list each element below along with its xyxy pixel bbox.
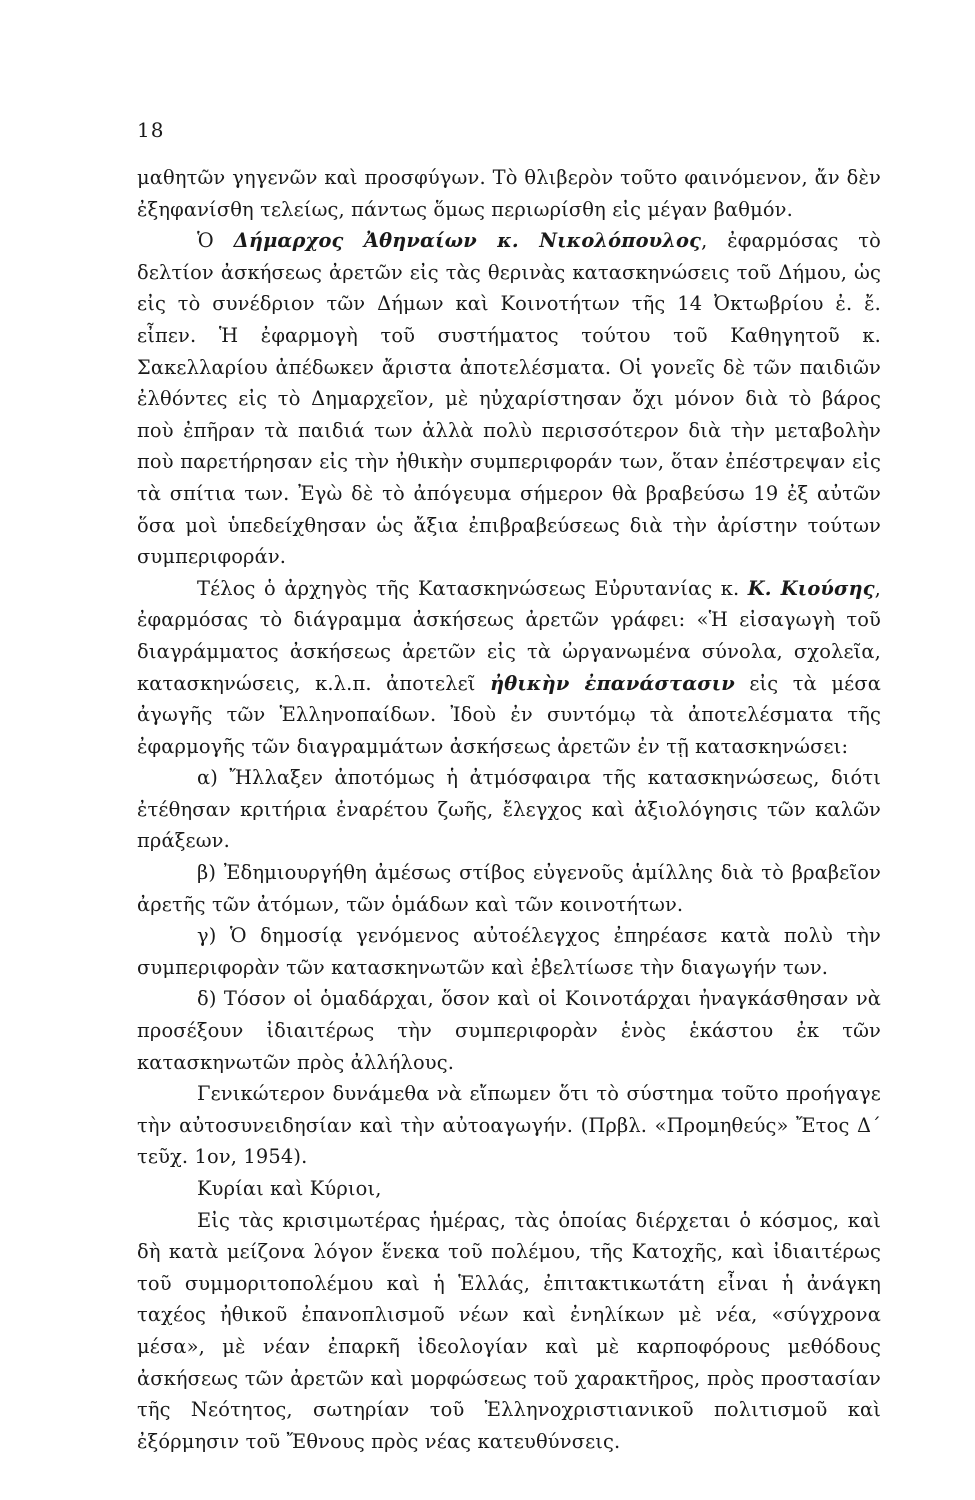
kiousis-name: Κ. Κιούσης	[747, 576, 875, 600]
paragraph-conclusion: Εἰς τὰς κρισιμωτέρας ἡμέρας, τὰς ὁποίας διέρχεται ὁ κόσμος, καὶ δὴ κατὰ μείζονα λόγον ἕνεκα τοῦ πολέμου, τῆς Κατοχῆς, καὶ ἰδιαιτέρως τοῦ συμμοριτοπολέμου καὶ ἡ Ἑλλάς, ἐπιτακτικωτάτη εἶναι ἡ ἀνάγκη ταχέος ἠθικοῦ ἐπανοπλισμοῦ νέων καὶ ἐνηλίκων μὲ νέα, «σύγχρονα μέσα», μὲ νέαν ἐπαρκῆ ἰδεολογίαν καὶ μὲ καρποφόρους μεθόδους ἀσκήσεως τῶν ἀρετῶν καὶ μορφώσεως τοῦ χαρακτῆρος, πρὸς προστασίαν τῆς Νεότητος, σωτηρίαν τοῦ Ἑλληνοχριστιανικοῦ πολιτισμοῦ καὶ ἐξόρμησιν τοῦ Ἔθνους πρὸς νέας κατευθύνσεις.	[137, 1208, 881, 1453]
paragraph-general: Γενικώτερον δυνάμεθα νὰ εἴπωμεν ὅτι τὸ σύστημα τοῦτο προήγαγε τὴν αὐτοσυνειδησίαν καὶ τὴν αὐτοαγωγήν. (Πρβλ. «Προμηθεύς» Ἔτος Δ΄ τεῦχ. 1ον, 1954).	[137, 1082, 881, 1169]
paragraph-mayor-text: , ἐφαρμόσας τὸ δελτίον ἀσκήσεως ἀρετῶν εἰς τὰς θερινὰς κατασκηνώσεις τοῦ Δήμου, ὡς εἰς τὸ συνέδριον τῶν Δήμων καὶ Κοινοτήτων τῆς 14 Ὀκτωβρίου ἐ. ἔ. εἶπεν. Ἡ ἐφαρμογὴ τοῦ συστήματος τούτου τοῦ Καθηγητοῦ κ. Σακελλαρίου ἀπέδωκεν ἄριστα ἀποτελέσματα. Οἱ γονεῖς δὲ τῶν παιδιῶν ἐλθόντες εἰς τὸ Δημαρχεῖον, μὲ ηὐχαρίστησαν ὄχι μόνον διὰ τὸ βάρος ποὺ ἐπῆραν τὰ παιδιά των ἀλλὰ πολὺ περισσότερον διὰ τὴν μεταβολὴν ποὺ παρετήρησαν εἰς τὴν ἠθικὴν συμπεριφοράν των, ὅταν ἐπέστρεψαν εἰς τὰ σπίτια των. Ἐγὼ δὲ τὸ ἀπόγευμα σήμερον θὰ βραβεύσω 19 ἐξ αὐτῶν ὅσα μοὶ ὑπεδείχθησαν ὡς ἄξια ἐπιβραβεύσεως διὰ τὴν ἀρίστην τούτων συμπεριφοράν.	[137, 229, 882, 569]
paragraph-mayor	[137, 225, 881, 573]
paragraph-kiousis	[137, 573, 881, 763]
paragraph-kiousis-end: εἰς τὰ μέσα ἀγωγῆς τῶν Ἑλληνοπαίδων. Ἰδοὺ ἐν συντόμῳ τὰ ἀποτελέσματα τῆς ἐφαρμογῆς τῶν διαγραμμάτων ἀσκήσεως ἀρετῶν ἐν τῇ κατασκηνώσει:	[137, 671, 881, 758]
mayor-name: Δήμαρχος Ἀθηναίων κ. Νικολόπουλος	[233, 229, 702, 253]
page-number: 18	[137, 118, 165, 142]
paragraph-kiousis-lead: Τέλος ὁ ἀρχηγὸς τῆς Κατασκηνώσεως Εὐρυτανίας κ.	[197, 576, 748, 600]
list-item-c: γ) Ὁ δημοσίᾳ γενόμενος αὐτοέλεγχος ἐπηρέασε κατὰ πολὺ τὴν συμπεριφορὰν τῶν κατασκηνωτῶν καὶ ἐβελτίωσε τὴν διαγωγήν των.	[137, 924, 881, 979]
list-item-a: α) Ἤλλαξεν ἀποτόμως ἡ ἀτμόσφαιρα τῆς κατασκηνώσεως, διότι ἐτέθησαν κριτήρια ἐναρέτου ζωῆς, ἔλεγχος καὶ ἀξιολόγησις τῶν καλῶν πράξεων.	[137, 766, 881, 853]
paragraph-mayor-lead: Ὁ	[197, 229, 234, 253]
list-item-b: β) Ἐδημιουργήθη ἀμέσως στίβος εὐγενοῦς ἁμίλλης διὰ τὸ βραβεῖον ἀρετῆς τῶν ἀτόμων, τῶν ὁμάδων καὶ τῶν κοινοτήτων.	[137, 861, 881, 916]
moral-revolution-phrase: ἠθικὴν ἐπανάστασιν	[490, 671, 735, 695]
salutation: Κυρίαι καὶ Κύριοι,	[197, 1177, 382, 1200]
body-text	[137, 162, 881, 1457]
paragraph-kiousis-mid: , ἐφαρμόσας τὸ διάγραμμα ἀσκήσεως ἀρετῶν γράφει: «Ἡ εἰσαγωγὴ τοῦ διαγράμματος ἀσκήσεως ἀρετῶν εἰς τὰ ὠργανωμένα σύνολα, σχολεῖα, κατασκηνώσεις, κ.λ.π. ἀποτελεῖ	[137, 576, 881, 695]
list-item-d: δ) Τόσον οἱ ὁμαδάρχαι, ὅσον καὶ οἱ Κοινοτάρχαι ἠναγκάσθησαν νὰ προσέξουν ἰδιαιτέρως τὴν συμπεριφορὰν ἑνὸς ἑκάστου ἐκ τῶν κατασκηνωτῶν πρὸς ἀλλήλους.	[137, 987, 881, 1074]
paragraph-continuation: μαθητῶν γηγενῶν καὶ προσφύγων. Τὸ θλιβερὸν τοῦτο φαινόμενον, ἄν δὲν ἐξηφανίσθη τελείως, πάντως ὅμως περιωρίσθη εἰς μέγαν βαθμόν.	[137, 166, 881, 221]
